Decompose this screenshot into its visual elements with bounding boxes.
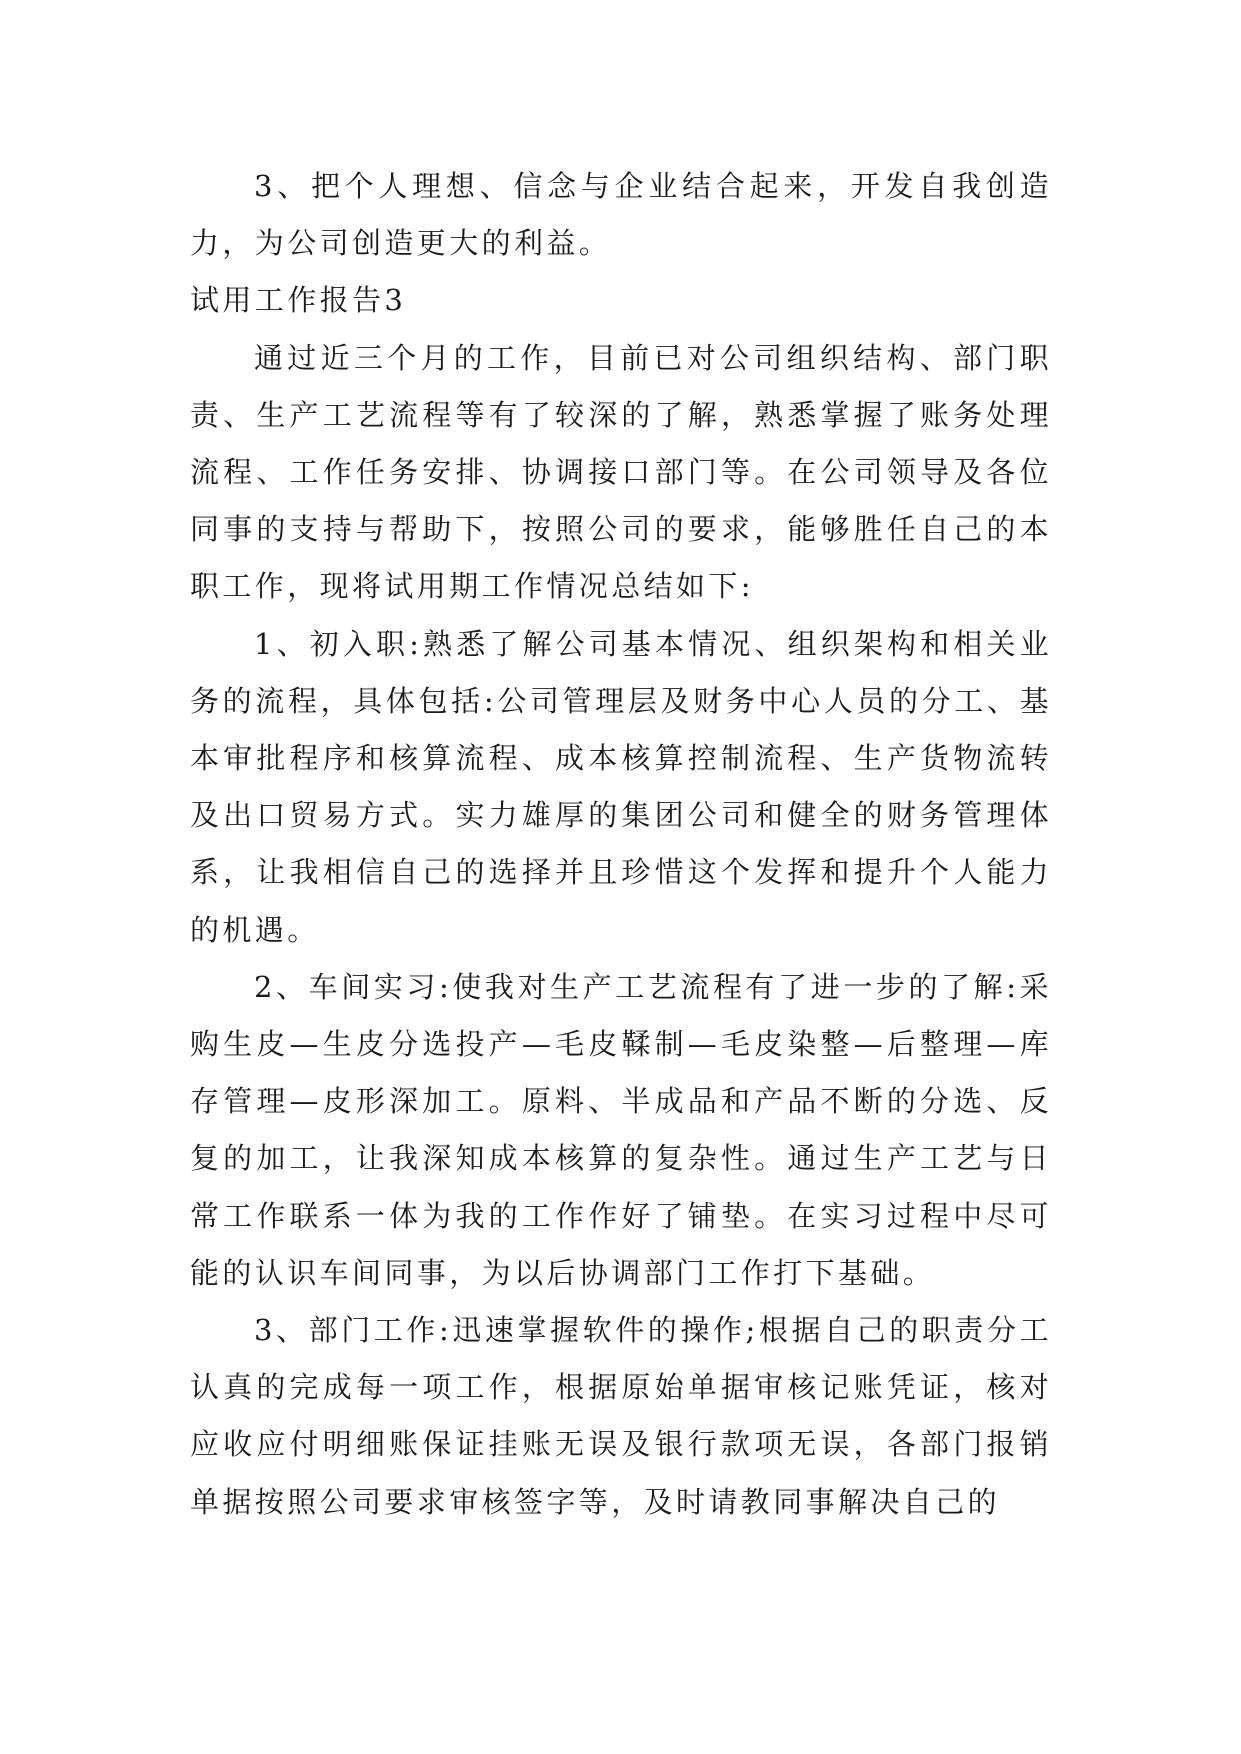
paragraph-item-1: 1、初入职:熟悉了解公司基本情况、组织架构和相关业务的流程，具体包括:公司管理层及财务中心人员的分工、基本审批程序和核算流程、成本核算控制流程、生产货物流转及出口贸易方式。实力雄厚的集团公司和健全的财务管理体系，让我相信自己的选择并且珍惜这个发挥和提升个人能力的机遇。: [190, 626, 1052, 947]
paragraph-item-2: 2、车间实习:使我对生产工艺流程有了进一步的了解:采购生皮—生皮分选投产—毛皮鞣制—毛皮染整—后整理—库存管理—皮形深加工。原料、半成品和产品不断的分选、反复的加工，让我深知成本核算的复杂性。通过生产工艺与日常工作联系一体为我的工作作好了铺垫。在实习过程中尽可能的认识车间同事，为以后协调部门工作打下基础。: [190, 969, 1052, 1290]
paragraph-item-3: 3、部门工作:迅速掌握软件的操作;根据自己的职责分工认真的完成每一项工作，根据原始单据审核记账凭证，核对应收应付明细账保证挂账无误及银行款项无误，各部门报销单据按照公司要求审核签字等，及时请教同事解决自己的: [190, 1313, 1052, 1519]
document-body: [190, 158, 1052, 1531]
paragraph-intro: 通过近三个月的工作，目前已对公司组织结构、部门职责、生产工艺流程等有了较深的了解，熟悉掌握了账务处理流程、工作任务安排、协调接口部门等。在公司领导及各位同事的支持与帮助下，按照公司的要求，能够胜任自己的本职工作，现将试用期工作情况总结如下:: [190, 340, 1052, 604]
section-heading: 试用工作报告3: [190, 283, 407, 318]
paragraph-goal-3: 3、把个人理想、信念与企业结合起来，开发自我创造力，为公司创造更大的利益。: [190, 169, 1052, 261]
